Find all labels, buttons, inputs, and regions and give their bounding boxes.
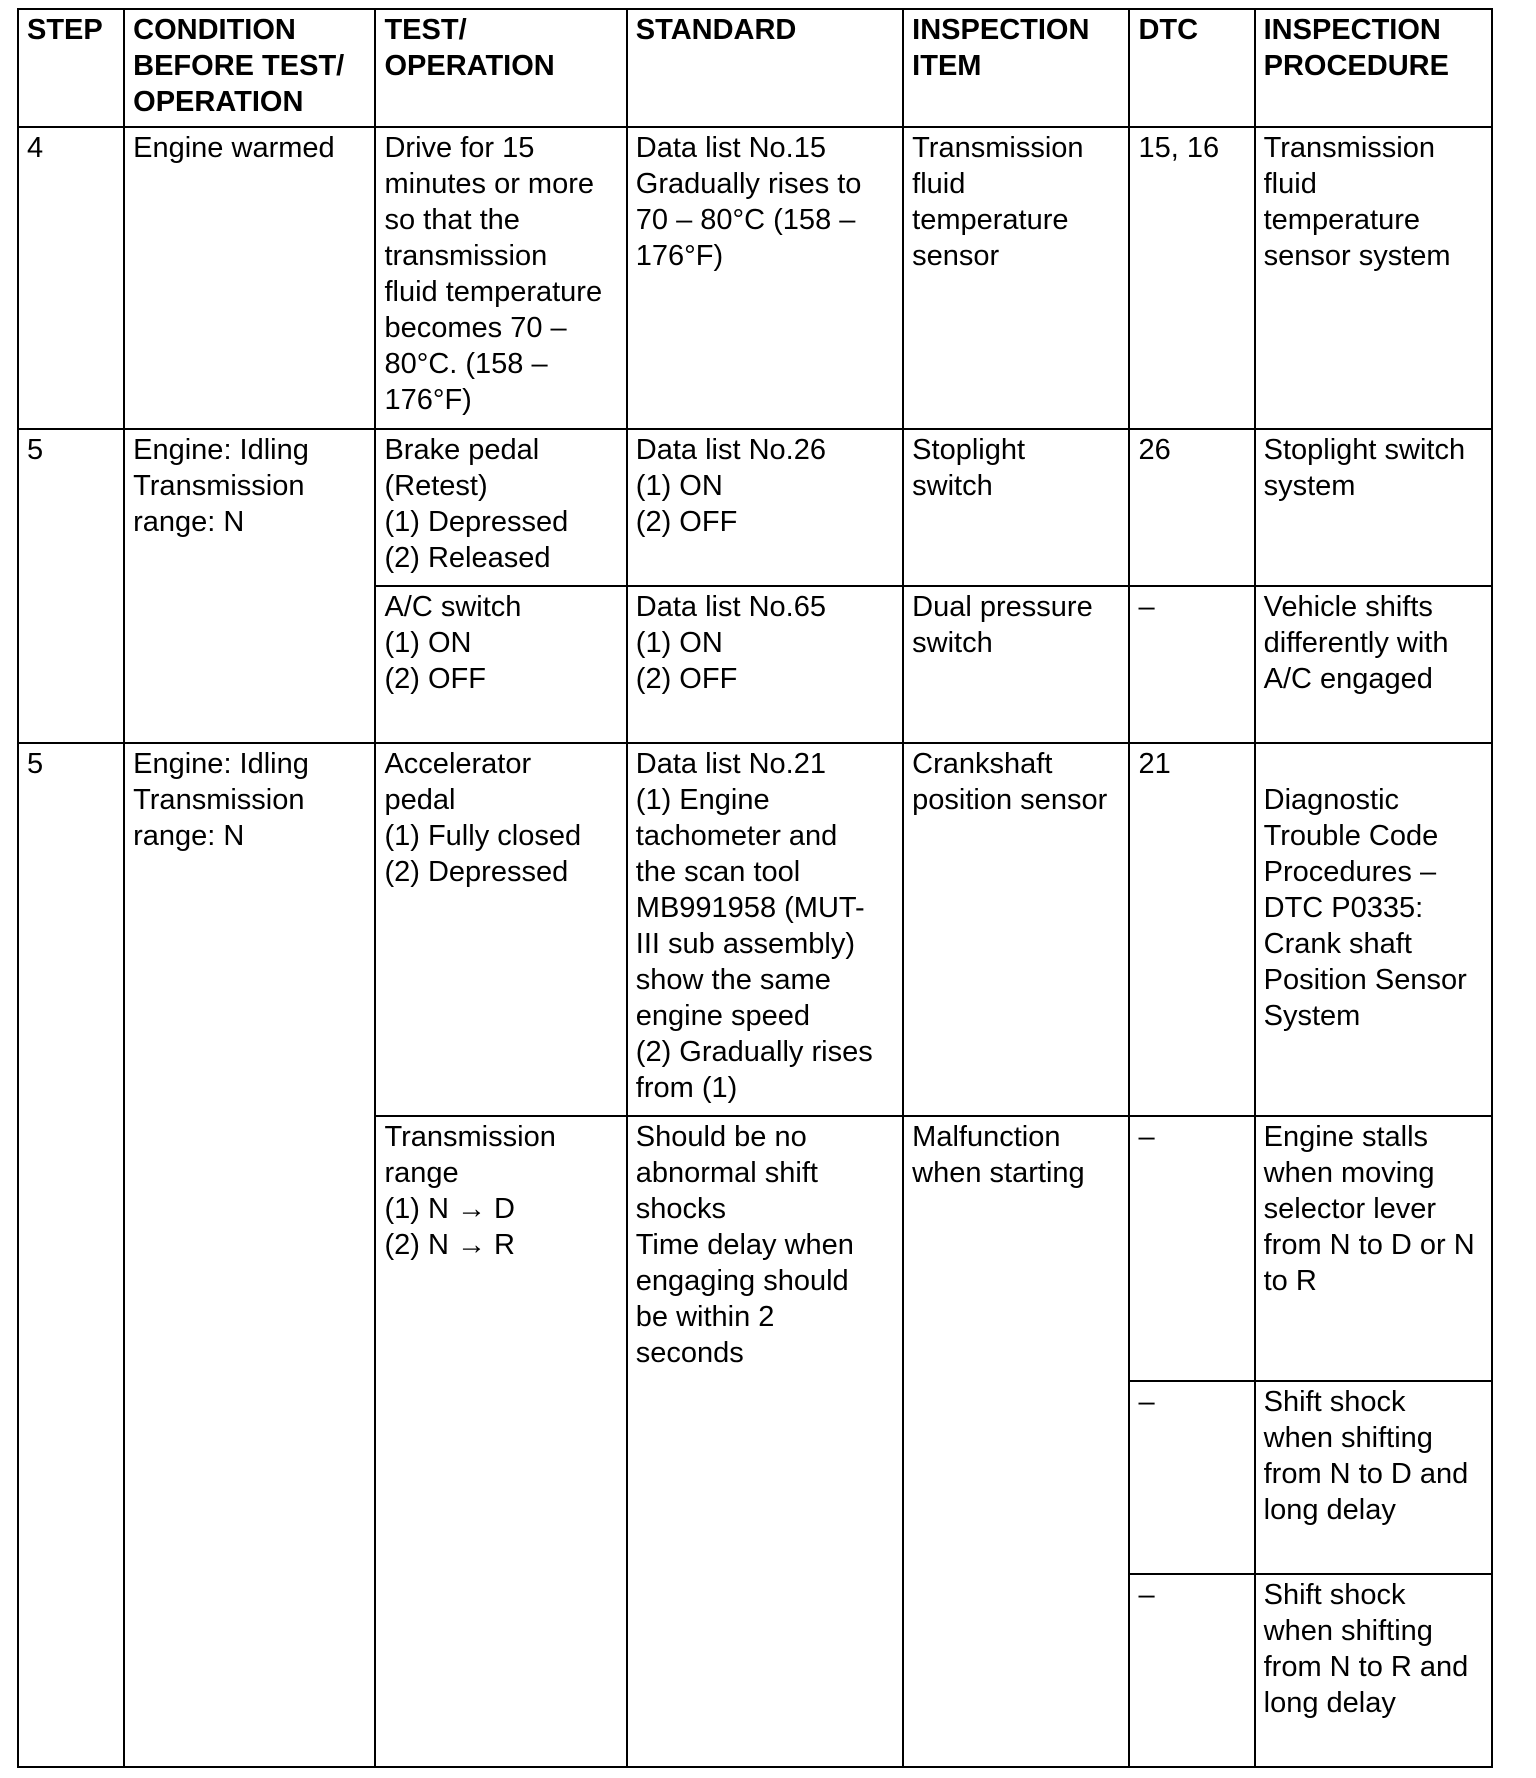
header-step: STEP (18, 9, 124, 127)
test-cell: Accelerator pedal (1) Fully closed (2) Depressed (375, 743, 626, 1116)
test-cell: A/C switch (1) ON (2) OFF (375, 586, 626, 743)
inspection-item-cell: Dual pressure switch (903, 586, 1129, 743)
header-dtc: DTC (1129, 9, 1254, 127)
dtc-cell: 26 (1129, 429, 1254, 586)
condition-cell: Engine: Idling Transmission range: N (124, 743, 375, 1767)
procedure-cell: Diagnostic Trouble Code Procedures – DTC P0335: Crank shaft Position Sensor System (1255, 743, 1492, 1116)
test-cell: Brake pedal (Retest) (1) Depressed (2) Released (375, 429, 626, 586)
inspection-item-cell: Malfunction when starting (903, 1116, 1129, 1767)
standard-cell: Should be no abnormal shift shocks Time delay when engaging should be within 2 seconds (627, 1116, 903, 1767)
header-row (18, 9, 1492, 127)
dtc-cell: – (1129, 1574, 1254, 1767)
dtc-cell: – (1129, 1116, 1254, 1381)
header-standard: STANDARD (627, 9, 903, 127)
step-cell: 4 (18, 127, 124, 429)
header-inspection-procedure: INSPECTION PROCEDURE (1255, 9, 1492, 127)
standard-cell: Data list No.21 (1) Engine tachometer and the scan tool MB991958 (MUT- III sub assembly) show the same engine speed (2) Gradually rises from (1) (627, 743, 903, 1116)
table-row (18, 743, 1492, 1116)
condition-cell: Engine: Idling Transmission range: N (124, 429, 375, 743)
dtc-cell: 21 (1129, 743, 1254, 1116)
procedure-cell: Shift shock when shifting from N to D and long delay (1255, 1381, 1492, 1574)
standard-cell: Data list No.26 (1) ON (2) OFF (627, 429, 903, 586)
step-cell: 5 (18, 429, 124, 743)
header-inspection-item: INSPECTION ITEM (903, 9, 1129, 127)
table-row (18, 127, 1492, 429)
header-test-operation: TEST/ OPERATION (375, 9, 626, 127)
procedure-cell: Shift shock when shifting from N to R and long delay (1255, 1574, 1492, 1767)
dtc-cell: 15, 16 (1129, 127, 1254, 429)
inspection-table (17, 8, 1493, 1768)
standard-cell: Data list No.15 Gradually rises to 70 – 80°C (158 – 176°F) (627, 127, 903, 429)
test-cell: Transmission range (1) N → D (2) N → R (375, 1116, 626, 1767)
inspection-item-cell: Stoplight switch (903, 429, 1129, 586)
header-condition: CONDITION BEFORE TEST/ OPERATION (124, 9, 375, 127)
table-row (18, 429, 1492, 586)
dtc-cell: – (1129, 586, 1254, 743)
inspection-item-cell: Transmission fluid temperature sensor (903, 127, 1129, 429)
procedure-cell: Vehicle shifts differently with A/C engaged (1255, 586, 1492, 743)
test-cell: Drive for 15 minutes or more so that the transmission fluid temperature becomes 70 – 80°C. (158 – 176°F) (375, 127, 626, 429)
condition-cell: Engine warmed (124, 127, 375, 429)
procedure-cell: Transmission fluid temperature sensor system (1255, 127, 1492, 429)
procedure-cell: Engine stalls when moving selector lever from N to D or N to R (1255, 1116, 1492, 1381)
step-cell: 5 (18, 743, 124, 1767)
standard-cell: Data list No.65 (1) ON (2) OFF (627, 586, 903, 743)
procedure-cell: Stoplight switch system (1255, 429, 1492, 586)
inspection-item-cell: Crankshaft position sensor (903, 743, 1129, 1116)
dtc-cell: – (1129, 1381, 1254, 1574)
